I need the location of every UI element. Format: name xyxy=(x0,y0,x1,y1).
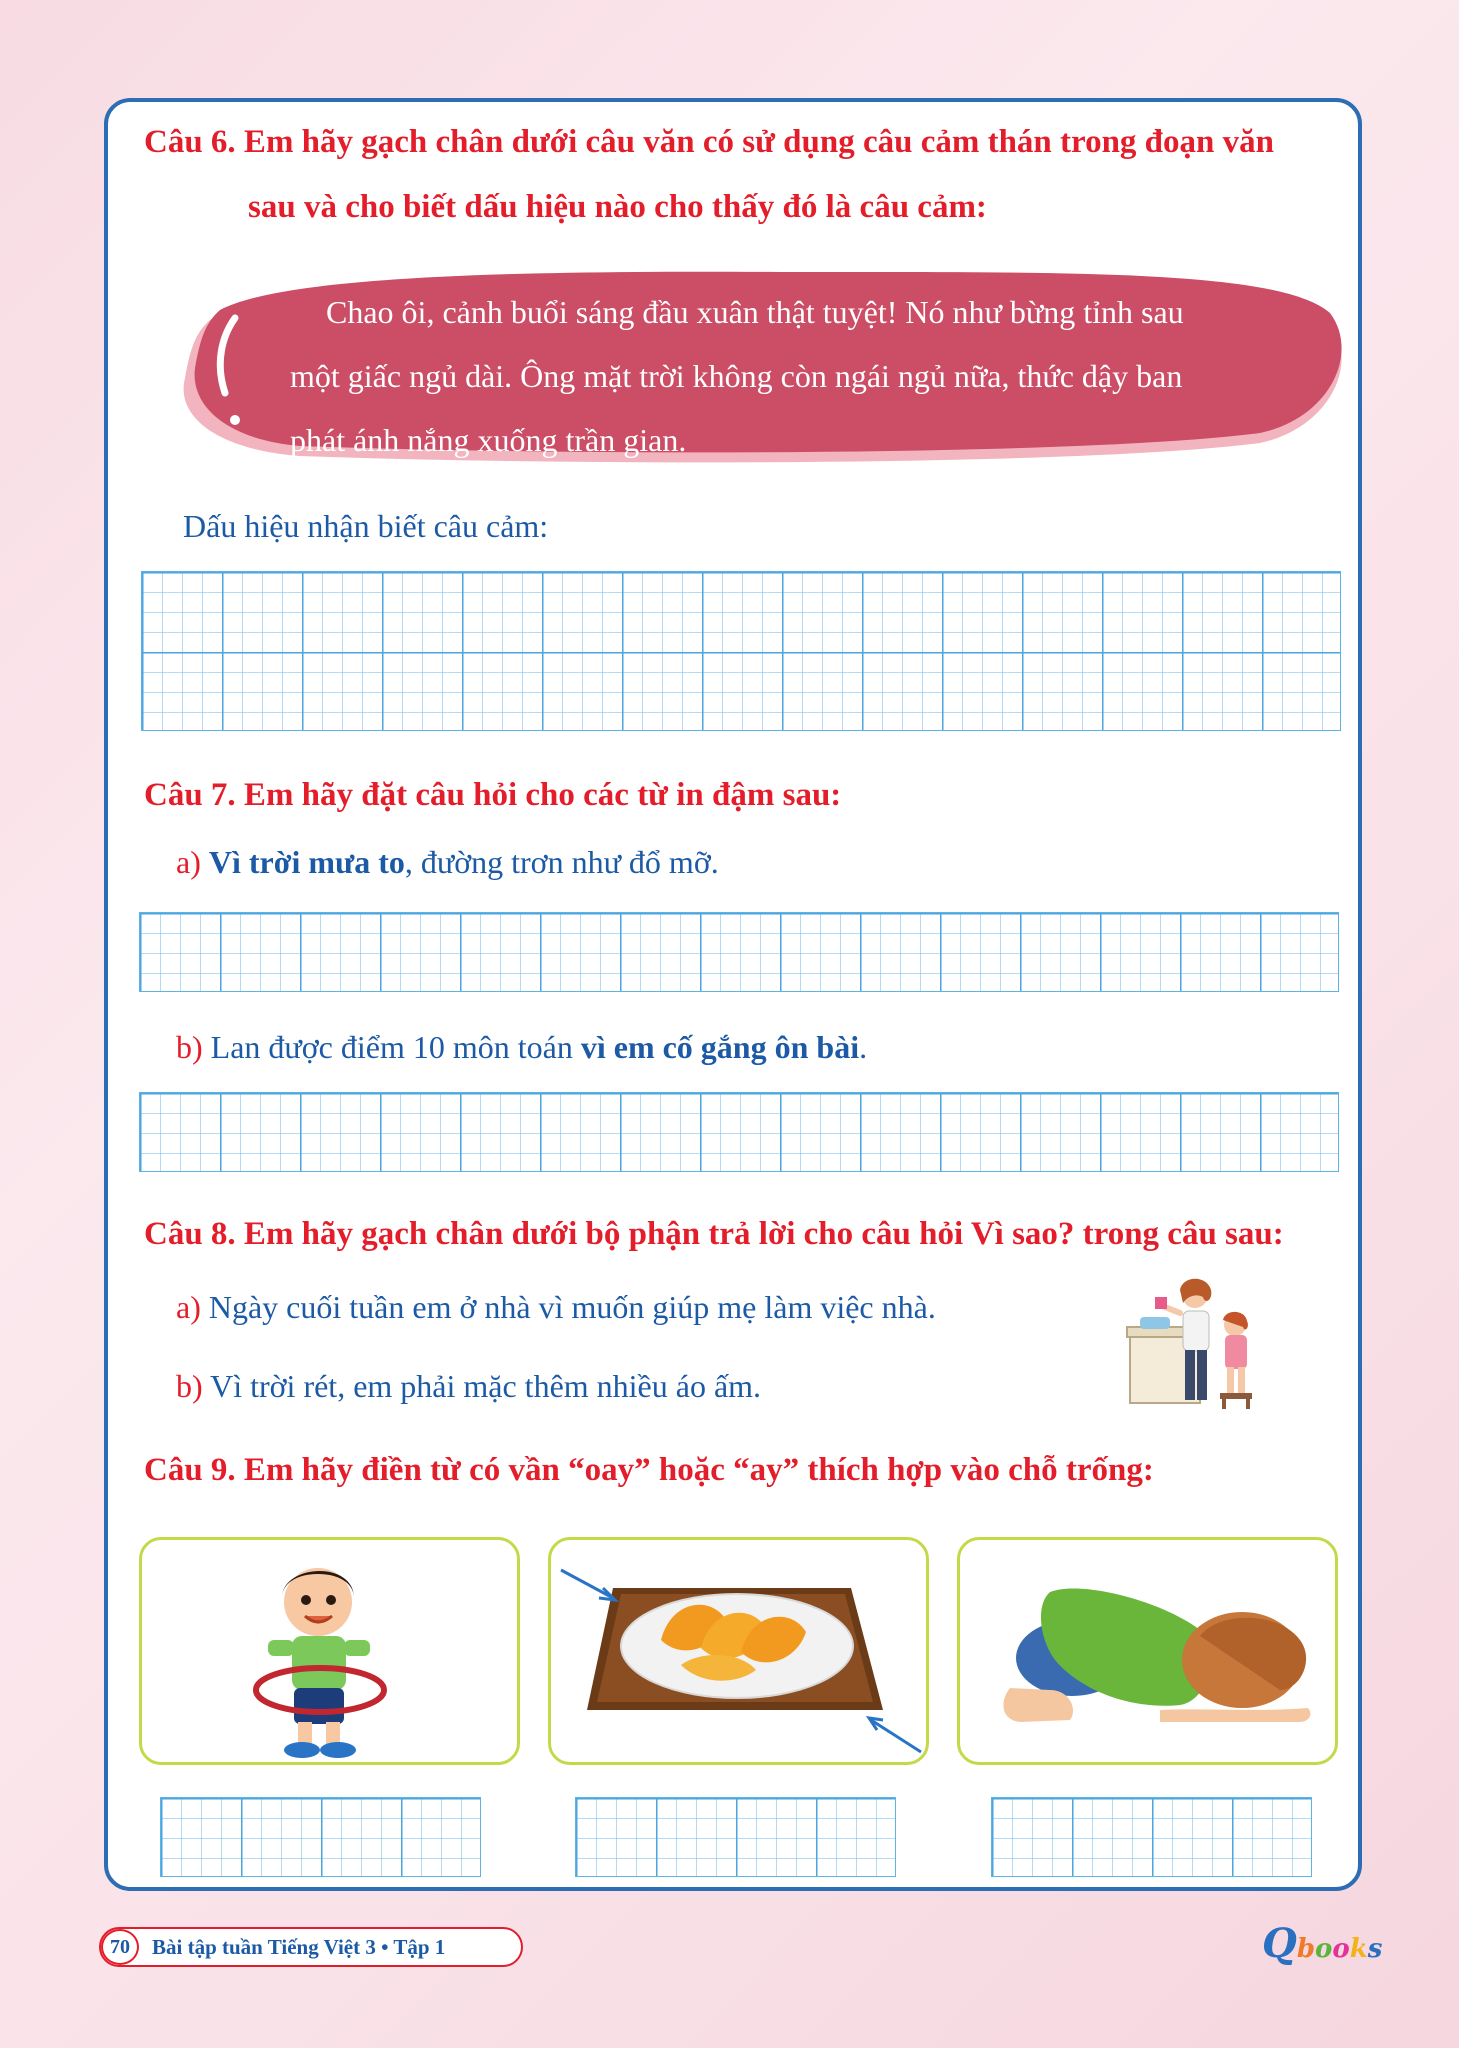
answer-label-q6: Dấu hiệu nhận biết câu cảm: xyxy=(183,508,549,544)
sentence-rest: , đường trơn như đổ mỡ. xyxy=(404,844,719,880)
writing-grid-q7a[interactable] xyxy=(139,912,1339,992)
mother-child-cooking-illustration xyxy=(1125,1275,1270,1410)
question-7a xyxy=(176,846,719,878)
mango-tray-illustration xyxy=(551,1540,926,1762)
sentence-post: . xyxy=(859,1029,868,1065)
answer-grid-3[interactable] xyxy=(991,1797,1312,1877)
passage-line-1: Chao ôi, cảnh buổi sáng đầu xuân thật tuyệt! Nó như bừng tỉnh sau xyxy=(326,294,1184,330)
item-label: a) xyxy=(176,844,201,880)
book-title: Bài tập tuần Tiếng Việt 3 • Tập 1 xyxy=(152,1935,446,1959)
item-label: a) xyxy=(176,1289,201,1325)
question-8b xyxy=(176,1370,761,1402)
question-7-title: Câu 7. Em hãy đặt câu hỏi cho các từ in đậm sau: xyxy=(144,777,842,813)
writing-grid-q7b[interactable] xyxy=(139,1092,1339,1172)
child-bowing-illustration xyxy=(960,1540,1335,1762)
item-label: b) xyxy=(176,1029,203,1065)
picture-card-3 xyxy=(957,1537,1338,1765)
answer-grid-1[interactable] xyxy=(160,1797,481,1877)
answer-grid-2[interactable] xyxy=(575,1797,896,1877)
question-7b xyxy=(176,1031,867,1063)
passage-line-2: một giấc ngủ dài. Ông mặt trời không còn ngái ngủ nữa, thức dậy ban xyxy=(290,358,1183,394)
question-9-title: Câu 9. Em hãy điền từ có vần “oay” hoặc “ay” thích hợp vào chỗ trống: xyxy=(144,1452,1154,1488)
boy-hula-hoop-illustration xyxy=(142,1540,517,1762)
sentence-text: Vì trời rét, em phải mặc thêm nhiều áo ấm. xyxy=(210,1368,762,1404)
qbooks-logo: Qbooks xyxy=(1262,1920,1383,1967)
page-number: 70 xyxy=(101,1929,139,1965)
item-label: b) xyxy=(176,1368,203,1404)
question-8a xyxy=(176,1291,936,1323)
question-8-title: Câu 8. Em hãy gạch chân dưới bộ phận trả lời cho câu hỏi Vì sao? trong câu sau: xyxy=(144,1216,1284,1252)
question-6-line2: sau và cho biết dấu hiệu nào cho thấy đó là câu cảm: xyxy=(248,189,987,225)
picture-card-1 xyxy=(139,1537,520,1765)
picture-card-2 xyxy=(548,1537,929,1765)
question-6-line1: Câu 6. Em hãy gạch chân dưới câu văn có sử dụng câu cảm thán trong đoạn văn xyxy=(144,124,1274,160)
sentence-pre: Lan được điểm 10 môn toán xyxy=(210,1029,581,1065)
bold-phrase: vì em cố gắng ôn bài xyxy=(580,1029,860,1065)
passage-line-3: phát ánh nắng xuống trần gian. xyxy=(290,422,687,458)
passage xyxy=(290,280,1290,472)
writing-grid-q6[interactable] xyxy=(141,571,1341,731)
bold-phrase: Vì trời mưa to xyxy=(208,844,405,880)
sentence-text: Ngày cuối tuần em ở nhà vì muốn giúp mẹ làm việc nhà. xyxy=(208,1289,936,1325)
